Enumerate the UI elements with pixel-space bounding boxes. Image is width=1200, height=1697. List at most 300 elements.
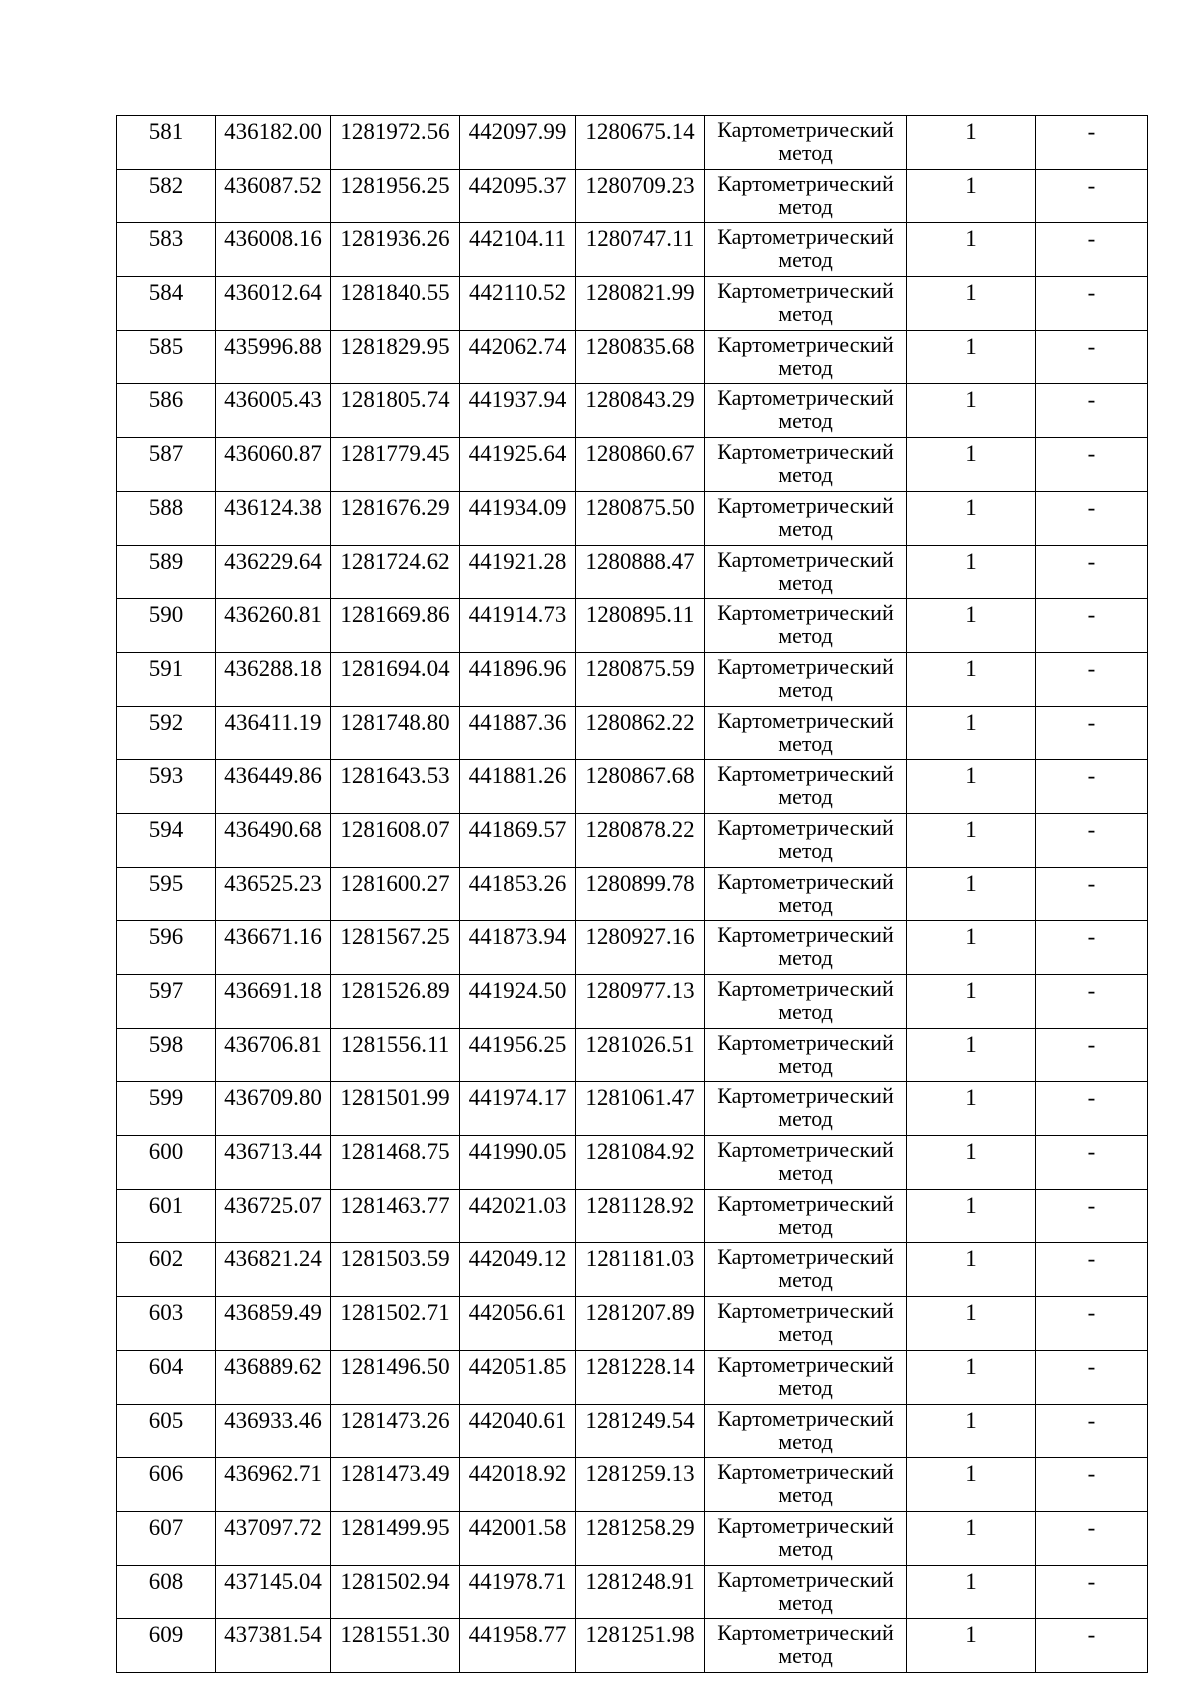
y2-cell: 1281248.91 bbox=[576, 1565, 705, 1619]
y2-cell: 1280860.67 bbox=[576, 438, 705, 492]
method-line2: метод bbox=[778, 891, 833, 917]
method-line1: Картометрический bbox=[717, 385, 894, 411]
method-line2: метод bbox=[778, 1374, 833, 1400]
y1-cell: 1281805.74 bbox=[331, 384, 460, 438]
point-number-cell: 600 bbox=[117, 1136, 216, 1190]
y2-cell: 1280747.11 bbox=[576, 223, 705, 277]
accuracy-cell: 1 bbox=[907, 116, 1036, 170]
note-cell: - bbox=[1036, 1028, 1148, 1082]
note-cell: - bbox=[1036, 1565, 1148, 1619]
method-cell bbox=[705, 384, 907, 438]
x1-cell: 436962.71 bbox=[216, 1458, 331, 1512]
y2-cell: 1280862.22 bbox=[576, 706, 705, 760]
y1-cell: 1281600.27 bbox=[331, 867, 460, 921]
x2-cell: 441978.71 bbox=[460, 1565, 576, 1619]
method-line1: Картометрический bbox=[717, 1244, 894, 1270]
x2-cell: 441958.77 bbox=[460, 1619, 576, 1673]
table-row bbox=[117, 545, 1148, 599]
method-line1: Картометрический bbox=[717, 1029, 894, 1055]
point-number-cell: 591 bbox=[117, 652, 216, 706]
x2-cell: 442110.52 bbox=[460, 277, 576, 331]
y2-cell: 1280835.68 bbox=[576, 330, 705, 384]
table-row bbox=[117, 1458, 1148, 1512]
x2-cell: 442049.12 bbox=[460, 1243, 576, 1297]
note-cell: - bbox=[1036, 813, 1148, 867]
x2-cell: 441974.17 bbox=[460, 1082, 576, 1136]
point-number-cell: 605 bbox=[117, 1404, 216, 1458]
point-number-cell: 592 bbox=[117, 706, 216, 760]
x1-cell: 436671.16 bbox=[216, 921, 331, 975]
y1-cell: 1281567.25 bbox=[331, 921, 460, 975]
method-line1: Картометрический bbox=[717, 1620, 894, 1646]
accuracy-cell: 1 bbox=[907, 545, 1036, 599]
x2-cell: 442062.74 bbox=[460, 330, 576, 384]
y2-cell: 1281181.03 bbox=[576, 1243, 705, 1297]
point-number-cell: 604 bbox=[117, 1350, 216, 1404]
method-line1: Картометрический bbox=[717, 331, 894, 357]
method-cell bbox=[705, 116, 907, 170]
x2-cell: 442056.61 bbox=[460, 1297, 576, 1351]
table-row bbox=[117, 277, 1148, 331]
x2-cell: 441921.28 bbox=[460, 545, 576, 599]
method-cell bbox=[705, 760, 907, 814]
method-line2: метод bbox=[778, 1643, 833, 1669]
accuracy-cell: 1 bbox=[907, 706, 1036, 760]
note-cell: - bbox=[1036, 1243, 1148, 1297]
note-cell: - bbox=[1036, 438, 1148, 492]
x1-cell: 437381.54 bbox=[216, 1619, 331, 1673]
method-line1: Картометрический bbox=[717, 1512, 894, 1538]
method-line2: метод bbox=[778, 730, 833, 756]
table-row bbox=[117, 652, 1148, 706]
y1-cell: 1281956.25 bbox=[331, 169, 460, 223]
x1-cell: 436490.68 bbox=[216, 813, 331, 867]
y2-cell: 1280888.47 bbox=[576, 545, 705, 599]
y2-cell: 1280821.99 bbox=[576, 277, 705, 331]
y1-cell: 1281556.11 bbox=[331, 1028, 460, 1082]
x2-cell: 441869.57 bbox=[460, 813, 576, 867]
note-cell: - bbox=[1036, 975, 1148, 1029]
y1-cell: 1281501.99 bbox=[331, 1082, 460, 1136]
method-cell bbox=[705, 1136, 907, 1190]
accuracy-cell: 1 bbox=[907, 1189, 1036, 1243]
x1-cell: 435996.88 bbox=[216, 330, 331, 384]
y2-cell: 1281249.54 bbox=[576, 1404, 705, 1458]
x1-cell: 436182.00 bbox=[216, 116, 331, 170]
accuracy-cell: 1 bbox=[907, 1350, 1036, 1404]
x1-cell: 436706.81 bbox=[216, 1028, 331, 1082]
method-line2: метод bbox=[778, 515, 833, 541]
y1-cell: 1281499.95 bbox=[331, 1511, 460, 1565]
method-cell bbox=[705, 1404, 907, 1458]
x1-cell: 436229.64 bbox=[216, 545, 331, 599]
table-row bbox=[117, 599, 1148, 653]
x1-cell: 436124.38 bbox=[216, 491, 331, 545]
method-line1: Картометрический bbox=[717, 1459, 894, 1485]
note-cell: - bbox=[1036, 1082, 1148, 1136]
method-line1: Картометрический bbox=[717, 1566, 894, 1592]
y1-cell: 1281463.77 bbox=[331, 1189, 460, 1243]
x1-cell: 436933.46 bbox=[216, 1404, 331, 1458]
y1-cell: 1281503.59 bbox=[331, 1243, 460, 1297]
y2-cell: 1281228.14 bbox=[576, 1350, 705, 1404]
method-cell bbox=[705, 491, 907, 545]
method-cell bbox=[705, 1458, 907, 1512]
x1-cell: 436821.24 bbox=[216, 1243, 331, 1297]
y2-cell: 1280899.78 bbox=[576, 867, 705, 921]
method-line2: метод bbox=[778, 623, 833, 649]
method-cell bbox=[705, 1619, 907, 1673]
y2-cell: 1281084.92 bbox=[576, 1136, 705, 1190]
point-number-cell: 596 bbox=[117, 921, 216, 975]
point-number-cell: 607 bbox=[117, 1511, 216, 1565]
accuracy-cell: 1 bbox=[907, 384, 1036, 438]
method-cell bbox=[705, 1189, 907, 1243]
method-line2: метод bbox=[778, 999, 833, 1024]
x2-cell: 441937.94 bbox=[460, 384, 576, 438]
table-row bbox=[117, 223, 1148, 277]
method-cell bbox=[705, 867, 907, 921]
y1-cell: 1281643.53 bbox=[331, 760, 460, 814]
accuracy-cell: 1 bbox=[907, 652, 1036, 706]
y1-cell: 1281972.56 bbox=[331, 116, 460, 170]
note-cell: - bbox=[1036, 1458, 1148, 1512]
method-line2: метод bbox=[778, 676, 833, 702]
method-line2: метод bbox=[778, 1213, 833, 1239]
method-cell bbox=[705, 599, 907, 653]
x2-cell: 442040.61 bbox=[460, 1404, 576, 1458]
accuracy-cell: 1 bbox=[907, 975, 1036, 1029]
x1-cell: 436725.07 bbox=[216, 1189, 331, 1243]
x2-cell: 442097.99 bbox=[460, 116, 576, 170]
method-line1: Картометрический bbox=[717, 1351, 894, 1377]
x1-cell: 436260.81 bbox=[216, 599, 331, 653]
table-row bbox=[117, 813, 1148, 867]
accuracy-cell: 1 bbox=[907, 277, 1036, 331]
table-row bbox=[117, 491, 1148, 545]
x2-cell: 442001.58 bbox=[460, 1511, 576, 1565]
y2-cell: 1281259.13 bbox=[576, 1458, 705, 1512]
x1-cell: 436889.62 bbox=[216, 1350, 331, 1404]
note-cell: - bbox=[1036, 760, 1148, 814]
table-row bbox=[117, 1619, 1148, 1673]
point-number-cell: 599 bbox=[117, 1082, 216, 1136]
method-line1: Картометрический bbox=[717, 117, 894, 142]
y1-cell: 1281502.94 bbox=[331, 1565, 460, 1619]
method-line1: Картометрический bbox=[717, 814, 894, 840]
x1-cell: 436691.18 bbox=[216, 975, 331, 1029]
x1-cell: 436709.80 bbox=[216, 1082, 331, 1136]
method-line2: метод bbox=[778, 569, 833, 595]
method-cell bbox=[705, 921, 907, 975]
x1-cell: 436449.86 bbox=[216, 760, 331, 814]
method-line2: метод bbox=[778, 1052, 833, 1078]
method-line1: Картометрический bbox=[717, 546, 894, 572]
method-line2: метод bbox=[778, 193, 833, 219]
x2-cell: 442021.03 bbox=[460, 1189, 576, 1243]
method-line2: метод bbox=[778, 945, 833, 971]
y2-cell: 1280867.68 bbox=[576, 760, 705, 814]
point-number-cell: 581 bbox=[117, 116, 216, 170]
table-row bbox=[117, 1243, 1148, 1297]
accuracy-cell: 1 bbox=[907, 1082, 1036, 1136]
accuracy-cell: 1 bbox=[907, 760, 1036, 814]
y2-cell: 1280875.50 bbox=[576, 491, 705, 545]
x1-cell: 436713.44 bbox=[216, 1136, 331, 1190]
accuracy-cell: 1 bbox=[907, 438, 1036, 492]
point-number-cell: 594 bbox=[117, 813, 216, 867]
table-body bbox=[117, 116, 1148, 1673]
accuracy-cell: 1 bbox=[907, 1511, 1036, 1565]
table-row bbox=[117, 1082, 1148, 1136]
point-number-cell: 608 bbox=[117, 1565, 216, 1619]
method-cell bbox=[705, 652, 907, 706]
method-cell bbox=[705, 1082, 907, 1136]
x1-cell: 437145.04 bbox=[216, 1565, 331, 1619]
point-number-cell: 609 bbox=[117, 1619, 216, 1673]
method-line2: метод bbox=[778, 1321, 833, 1347]
accuracy-cell: 1 bbox=[907, 1136, 1036, 1190]
point-number-cell: 595 bbox=[117, 867, 216, 921]
method-line2: метод bbox=[778, 1106, 833, 1132]
coordinates-table bbox=[116, 115, 1148, 1673]
point-number-cell: 582 bbox=[117, 169, 216, 223]
method-cell bbox=[705, 438, 907, 492]
y1-cell: 1281473.26 bbox=[331, 1404, 460, 1458]
y2-cell: 1281207.89 bbox=[576, 1297, 705, 1351]
table-row bbox=[117, 1028, 1148, 1082]
x2-cell: 441873.94 bbox=[460, 921, 576, 975]
y1-cell: 1281468.75 bbox=[331, 1136, 460, 1190]
y2-cell: 1281026.51 bbox=[576, 1028, 705, 1082]
accuracy-cell: 1 bbox=[907, 223, 1036, 277]
method-cell bbox=[705, 1350, 907, 1404]
y2-cell: 1280709.23 bbox=[576, 169, 705, 223]
point-number-cell: 603 bbox=[117, 1297, 216, 1351]
y1-cell: 1281473.49 bbox=[331, 1458, 460, 1512]
accuracy-cell: 1 bbox=[907, 1243, 1036, 1297]
note-cell: - bbox=[1036, 277, 1148, 331]
method-line2: метод bbox=[778, 301, 833, 327]
method-cell bbox=[705, 545, 907, 599]
method-line1: Картометрический bbox=[717, 707, 894, 733]
method-line2: метод bbox=[778, 247, 833, 273]
table-row bbox=[117, 1136, 1148, 1190]
x2-cell: 441896.96 bbox=[460, 652, 576, 706]
method-line1: Картометрический bbox=[717, 278, 894, 304]
method-cell bbox=[705, 277, 907, 331]
table-row bbox=[117, 1565, 1148, 1619]
y1-cell: 1281608.07 bbox=[331, 813, 460, 867]
note-cell: - bbox=[1036, 1619, 1148, 1673]
note-cell: - bbox=[1036, 1511, 1148, 1565]
note-cell: - bbox=[1036, 1404, 1148, 1458]
method-line1: Картометрический bbox=[717, 922, 894, 948]
y1-cell: 1281551.30 bbox=[331, 1619, 460, 1673]
accuracy-cell: 1 bbox=[907, 1619, 1036, 1673]
x2-cell: 441881.26 bbox=[460, 760, 576, 814]
x2-cell: 441934.09 bbox=[460, 491, 576, 545]
accuracy-cell: 1 bbox=[907, 1458, 1036, 1512]
method-line1: Картометрический bbox=[717, 1190, 894, 1216]
x2-cell: 441914.73 bbox=[460, 599, 576, 653]
note-cell: - bbox=[1036, 116, 1148, 170]
point-number-cell: 583 bbox=[117, 223, 216, 277]
table-row bbox=[117, 760, 1148, 814]
x1-cell: 436859.49 bbox=[216, 1297, 331, 1351]
method-cell bbox=[705, 1511, 907, 1565]
table-row bbox=[117, 1511, 1148, 1565]
x1-cell: 436525.23 bbox=[216, 867, 331, 921]
accuracy-cell: 1 bbox=[907, 921, 1036, 975]
y2-cell: 1280977.13 bbox=[576, 975, 705, 1029]
y1-cell: 1281496.50 bbox=[331, 1350, 460, 1404]
note-cell: - bbox=[1036, 599, 1148, 653]
method-line2: метод bbox=[778, 1589, 833, 1615]
note-cell: - bbox=[1036, 706, 1148, 760]
method-line1: Картометрический bbox=[717, 761, 894, 787]
method-line1: Картометрический bbox=[717, 224, 894, 250]
method-line1: Картометрический bbox=[717, 439, 894, 465]
method-line2: метод bbox=[778, 1160, 833, 1186]
point-number-cell: 602 bbox=[117, 1243, 216, 1297]
method-line2: метод bbox=[778, 354, 833, 380]
accuracy-cell: 1 bbox=[907, 1404, 1036, 1458]
method-cell bbox=[705, 223, 907, 277]
accuracy-cell: 1 bbox=[907, 169, 1036, 223]
table-row bbox=[117, 1297, 1148, 1351]
y2-cell: 1281251.98 bbox=[576, 1619, 705, 1673]
table-row bbox=[117, 867, 1148, 921]
y2-cell: 1280895.11 bbox=[576, 599, 705, 653]
x2-cell: 441924.50 bbox=[460, 975, 576, 1029]
y2-cell: 1280927.16 bbox=[576, 921, 705, 975]
method-cell bbox=[705, 706, 907, 760]
x2-cell: 442018.92 bbox=[460, 1458, 576, 1512]
y1-cell: 1281840.55 bbox=[331, 277, 460, 331]
x1-cell: 436087.52 bbox=[216, 169, 331, 223]
table-row bbox=[117, 1189, 1148, 1243]
x1-cell: 436288.18 bbox=[216, 652, 331, 706]
point-number-cell: 586 bbox=[117, 384, 216, 438]
point-number-cell: 587 bbox=[117, 438, 216, 492]
method-line1: Картометрический bbox=[717, 170, 894, 196]
method-line1: Картометрический bbox=[717, 976, 894, 1001]
point-number-cell: 597 bbox=[117, 975, 216, 1029]
x2-cell: 442095.37 bbox=[460, 169, 576, 223]
method-line2: метод bbox=[778, 1482, 833, 1508]
x2-cell: 441990.05 bbox=[460, 1136, 576, 1190]
method-line2: метод bbox=[778, 1428, 833, 1454]
accuracy-cell: 1 bbox=[907, 867, 1036, 921]
note-cell: - bbox=[1036, 921, 1148, 975]
note-cell: - bbox=[1036, 169, 1148, 223]
y1-cell: 1281669.86 bbox=[331, 599, 460, 653]
accuracy-cell: 1 bbox=[907, 330, 1036, 384]
method-line1: Картометрический bbox=[717, 1083, 894, 1109]
table-row bbox=[117, 384, 1148, 438]
note-cell: - bbox=[1036, 545, 1148, 599]
table-row bbox=[117, 1350, 1148, 1404]
method-line2: метод bbox=[778, 462, 833, 488]
method-cell bbox=[705, 1297, 907, 1351]
accuracy-cell: 1 bbox=[907, 1565, 1036, 1619]
y2-cell: 1281061.47 bbox=[576, 1082, 705, 1136]
method-line1: Картометрический bbox=[717, 492, 894, 518]
table-row bbox=[117, 975, 1148, 1029]
note-cell: - bbox=[1036, 1189, 1148, 1243]
y1-cell: 1281526.89 bbox=[331, 975, 460, 1029]
x2-cell: 441887.36 bbox=[460, 706, 576, 760]
y1-cell: 1281748.80 bbox=[331, 706, 460, 760]
method-line2: метод bbox=[778, 784, 833, 810]
table-row bbox=[117, 706, 1148, 760]
accuracy-cell: 1 bbox=[907, 491, 1036, 545]
x1-cell: 436060.87 bbox=[216, 438, 331, 492]
x1-cell: 436012.64 bbox=[216, 277, 331, 331]
method-line1: Картометрический bbox=[717, 1298, 894, 1324]
method-line1: Картометрический bbox=[717, 653, 894, 679]
y2-cell: 1280675.14 bbox=[576, 116, 705, 170]
note-cell: - bbox=[1036, 1297, 1148, 1351]
note-cell: - bbox=[1036, 384, 1148, 438]
method-line1: Картометрический bbox=[717, 868, 894, 894]
y1-cell: 1281829.95 bbox=[331, 330, 460, 384]
x2-cell: 441853.26 bbox=[460, 867, 576, 921]
method-cell bbox=[705, 330, 907, 384]
method-cell bbox=[705, 813, 907, 867]
y2-cell: 1281128.92 bbox=[576, 1189, 705, 1243]
y1-cell: 1281779.45 bbox=[331, 438, 460, 492]
y1-cell: 1281724.62 bbox=[331, 545, 460, 599]
y2-cell: 1280878.22 bbox=[576, 813, 705, 867]
note-cell: - bbox=[1036, 867, 1148, 921]
x2-cell: 441925.64 bbox=[460, 438, 576, 492]
x2-cell: 441956.25 bbox=[460, 1028, 576, 1082]
note-cell: - bbox=[1036, 223, 1148, 277]
y1-cell: 1281694.04 bbox=[331, 652, 460, 706]
note-cell: - bbox=[1036, 491, 1148, 545]
table-row bbox=[117, 169, 1148, 223]
method-cell bbox=[705, 169, 907, 223]
x1-cell: 437097.72 bbox=[216, 1511, 331, 1565]
y2-cell: 1280843.29 bbox=[576, 384, 705, 438]
note-cell: - bbox=[1036, 652, 1148, 706]
point-number-cell: 598 bbox=[117, 1028, 216, 1082]
table-row bbox=[117, 921, 1148, 975]
point-number-cell: 601 bbox=[117, 1189, 216, 1243]
method-cell bbox=[705, 975, 907, 1029]
x2-cell: 442104.11 bbox=[460, 223, 576, 277]
accuracy-cell: 1 bbox=[907, 813, 1036, 867]
y2-cell: 1281258.29 bbox=[576, 1511, 705, 1565]
point-number-cell: 585 bbox=[117, 330, 216, 384]
point-number-cell: 589 bbox=[117, 545, 216, 599]
method-line1: Картометрический bbox=[717, 1405, 894, 1431]
point-number-cell: 606 bbox=[117, 1458, 216, 1512]
accuracy-cell: 1 bbox=[907, 1028, 1036, 1082]
table-row bbox=[117, 116, 1148, 170]
accuracy-cell: 1 bbox=[907, 599, 1036, 653]
y1-cell: 1281936.26 bbox=[331, 223, 460, 277]
method-cell bbox=[705, 1243, 907, 1297]
y1-cell: 1281502.71 bbox=[331, 1297, 460, 1351]
method-line1: Картометрический bbox=[717, 1137, 894, 1163]
method-line2: метод bbox=[778, 1267, 833, 1293]
method-cell bbox=[705, 1565, 907, 1619]
method-line2: метод bbox=[778, 837, 833, 863]
x1-cell: 436008.16 bbox=[216, 223, 331, 277]
